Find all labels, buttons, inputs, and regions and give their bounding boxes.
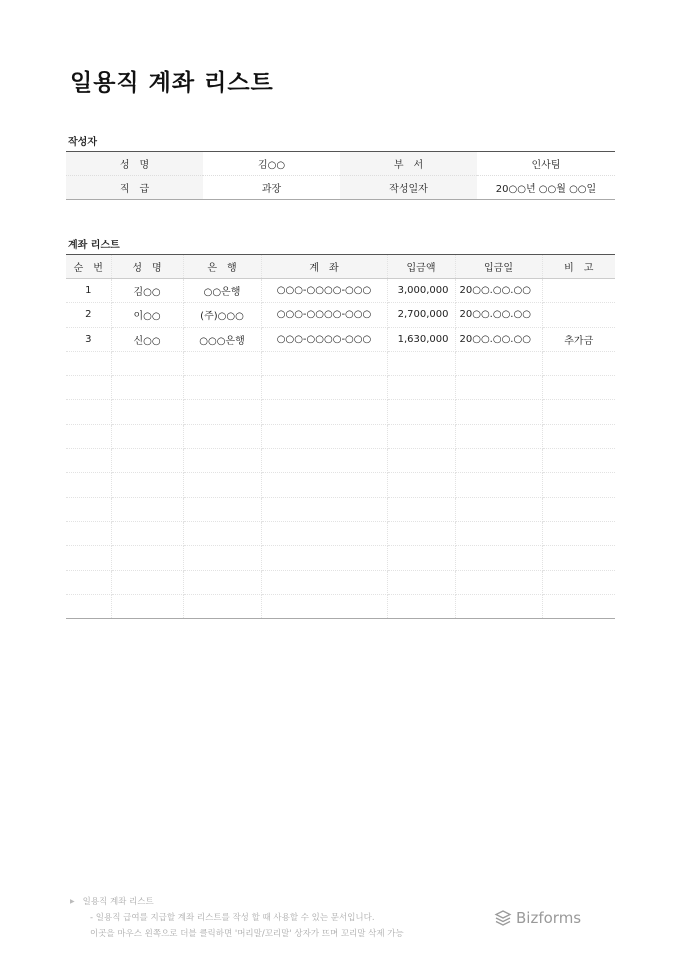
table-cell[interactable] bbox=[111, 594, 183, 618]
table-cell[interactable] bbox=[183, 521, 261, 545]
table-cell[interactable] bbox=[261, 400, 387, 424]
column-header: 입금일 bbox=[455, 255, 542, 279]
table-cell[interactable] bbox=[183, 473, 261, 497]
table-cell[interactable] bbox=[455, 424, 542, 448]
table-cell[interactable]: ○○○은행 bbox=[183, 327, 261, 351]
column-header: 성 명 bbox=[111, 255, 183, 279]
table-cell[interactable]: 20○○.○○.○○ bbox=[455, 279, 542, 303]
account-table bbox=[66, 254, 615, 619]
bullet-triangle-icon: ▶ bbox=[70, 898, 75, 905]
table-cell[interactable] bbox=[183, 497, 261, 521]
logo-text: Bizforms bbox=[516, 909, 582, 927]
table-cell[interactable]: ○○○-○○○○-○○○ bbox=[261, 327, 387, 351]
table-cell[interactable] bbox=[111, 521, 183, 545]
table-cell[interactable] bbox=[66, 570, 111, 594]
footer-title: 일용직 계좌 리스트 bbox=[82, 897, 154, 907]
table-cell[interactable] bbox=[261, 351, 387, 375]
table-cell[interactable] bbox=[111, 473, 183, 497]
table-cell[interactable]: 20○○.○○.○○ bbox=[455, 303, 542, 327]
table-cell[interactable] bbox=[183, 570, 261, 594]
table-cell[interactable] bbox=[66, 594, 111, 618]
name-label: 성 명 bbox=[66, 152, 203, 176]
table-cell[interactable] bbox=[455, 400, 542, 424]
table-cell[interactable] bbox=[111, 351, 183, 375]
table-cell[interactable] bbox=[111, 497, 183, 521]
table-cell[interactable] bbox=[66, 497, 111, 521]
column-header: 계 좌 bbox=[261, 255, 387, 279]
table-cell[interactable] bbox=[455, 594, 542, 618]
table-cell[interactable] bbox=[66, 546, 111, 570]
table-cell[interactable] bbox=[387, 376, 455, 400]
table-cell[interactable]: 20○○.○○.○○ bbox=[455, 327, 542, 351]
table-row bbox=[66, 546, 615, 570]
table-cell[interactable] bbox=[261, 570, 387, 594]
column-header: 비 고 bbox=[542, 255, 615, 279]
table-cell[interactable] bbox=[261, 497, 387, 521]
table-row bbox=[66, 594, 615, 618]
table-cell[interactable] bbox=[387, 497, 455, 521]
table-cell[interactable] bbox=[183, 424, 261, 448]
table-cell[interactable] bbox=[66, 400, 111, 424]
table-cell[interactable] bbox=[111, 376, 183, 400]
bizforms-logo-icon bbox=[494, 909, 512, 927]
table-cell[interactable] bbox=[387, 570, 455, 594]
table-row bbox=[66, 327, 615, 351]
footer-description: - 일용직 급여를 지급할 계좌 리스트를 작성 할 때 사용할 수 있는 문서입니다. bbox=[90, 913, 375, 923]
table-cell[interactable] bbox=[387, 400, 455, 424]
table-cell[interactable] bbox=[261, 424, 387, 448]
table-cell[interactable] bbox=[261, 546, 387, 570]
table-cell[interactable]: ○○은행 bbox=[183, 279, 261, 303]
table-cell[interactable]: 이○○ bbox=[111, 303, 183, 327]
table-cell[interactable] bbox=[455, 546, 542, 570]
table-cell[interactable] bbox=[455, 376, 542, 400]
table-cell[interactable] bbox=[387, 473, 455, 497]
table-cell[interactable] bbox=[66, 351, 111, 375]
table-cell[interactable] bbox=[455, 351, 542, 375]
table-cell[interactable] bbox=[66, 424, 111, 448]
table-cell[interactable] bbox=[183, 449, 261, 473]
date-value[interactable]: 20○○년 ○○월 ○○일 bbox=[477, 176, 615, 200]
table-cell[interactable]: (주)○○○ bbox=[183, 303, 261, 327]
table-cell[interactable] bbox=[455, 449, 542, 473]
table-row bbox=[66, 521, 615, 545]
footer-note[interactable] bbox=[70, 894, 404, 942]
table-cell[interactable] bbox=[387, 521, 455, 545]
table-row bbox=[66, 424, 615, 448]
table-cell[interactable]: 3,000,000 bbox=[387, 279, 455, 303]
table-cell[interactable] bbox=[387, 424, 455, 448]
table-cell[interactable] bbox=[183, 400, 261, 424]
account-section-label: 계좌 리스트 bbox=[68, 240, 120, 251]
table-cell[interactable] bbox=[111, 400, 183, 424]
author-row bbox=[66, 152, 615, 176]
table-cell[interactable]: 3 bbox=[66, 327, 111, 351]
table-cell[interactable]: 1,630,000 bbox=[387, 327, 455, 351]
table-cell[interactable] bbox=[261, 521, 387, 545]
table-cell[interactable]: 2,700,000 bbox=[387, 303, 455, 327]
table-cell[interactable] bbox=[542, 424, 615, 448]
column-header: 입금액 bbox=[387, 255, 455, 279]
bizforms-logo bbox=[494, 909, 581, 927]
table-row bbox=[66, 351, 615, 375]
table-cell[interactable] bbox=[455, 521, 542, 545]
author-row bbox=[66, 176, 615, 200]
table-cell[interactable]: ○○○-○○○○-○○○ bbox=[261, 279, 387, 303]
table-cell[interactable] bbox=[542, 570, 615, 594]
table-cell[interactable] bbox=[111, 424, 183, 448]
table-cell[interactable] bbox=[542, 497, 615, 521]
table-cell[interactable] bbox=[542, 594, 615, 618]
table-cell[interactable] bbox=[455, 497, 542, 521]
table-cell[interactable] bbox=[183, 351, 261, 375]
dept-label: 부 서 bbox=[340, 152, 477, 176]
page-title: 일용직 계좌 리스트 bbox=[70, 70, 274, 96]
footer-hint: 이곳을 마우스 왼쪽으로 더블 클릭하면 '머리말/꼬리말' 상자가 뜨며 꼬리말 삭제 가능 bbox=[90, 929, 404, 939]
rank-value[interactable]: 과장 bbox=[203, 176, 340, 200]
table-cell[interactable] bbox=[387, 449, 455, 473]
table-cell[interactable] bbox=[183, 594, 261, 618]
table-cell[interactable] bbox=[66, 473, 111, 497]
table-cell[interactable]: 2 bbox=[66, 303, 111, 327]
table-row bbox=[66, 570, 615, 594]
table-row bbox=[66, 376, 615, 400]
table-cell[interactable] bbox=[183, 546, 261, 570]
table-cell[interactable] bbox=[455, 570, 542, 594]
table-cell[interactable] bbox=[183, 376, 261, 400]
table-cell[interactable]: 추가금 bbox=[542, 327, 615, 351]
table-cell[interactable] bbox=[542, 303, 615, 327]
account-header-row bbox=[66, 255, 615, 279]
table-cell[interactable] bbox=[261, 473, 387, 497]
table-cell[interactable]: 1 bbox=[66, 279, 111, 303]
table-cell[interactable] bbox=[261, 594, 387, 618]
table-cell[interactable] bbox=[66, 521, 111, 545]
table-cell[interactable] bbox=[542, 473, 615, 497]
table-cell[interactable] bbox=[542, 449, 615, 473]
table-cell[interactable] bbox=[387, 594, 455, 618]
table-cell[interactable] bbox=[542, 521, 615, 545]
author-section-label: 작성자 bbox=[68, 137, 97, 148]
column-header: 은 행 bbox=[183, 255, 261, 279]
table-cell[interactable]: ○○○-○○○○-○○○ bbox=[261, 303, 387, 327]
table-row bbox=[66, 279, 615, 303]
table-cell[interactable] bbox=[111, 570, 183, 594]
date-label: 작성일자 bbox=[340, 176, 477, 200]
table-cell[interactable] bbox=[66, 449, 111, 473]
table-cell[interactable] bbox=[542, 546, 615, 570]
table-cell[interactable] bbox=[542, 279, 615, 303]
dept-value[interactable]: 인사팀 bbox=[477, 152, 615, 176]
table-row bbox=[66, 449, 615, 473]
table-cell[interactable] bbox=[261, 449, 387, 473]
table-cell[interactable] bbox=[111, 449, 183, 473]
table-row bbox=[66, 473, 615, 497]
table-cell[interactable] bbox=[542, 376, 615, 400]
table-cell[interactable] bbox=[111, 546, 183, 570]
table-cell[interactable] bbox=[455, 473, 542, 497]
table-cell[interactable]: 신○○ bbox=[111, 327, 183, 351]
table-cell[interactable] bbox=[261, 376, 387, 400]
name-value[interactable]: 김○○ bbox=[203, 152, 340, 176]
author-table bbox=[66, 151, 615, 200]
table-row bbox=[66, 400, 615, 424]
column-header: 순 번 bbox=[66, 255, 111, 279]
table-cell[interactable] bbox=[387, 546, 455, 570]
table-cell[interactable] bbox=[542, 351, 615, 375]
table-cell[interactable] bbox=[542, 400, 615, 424]
table-cell[interactable] bbox=[387, 351, 455, 375]
table-cell[interactable] bbox=[66, 376, 111, 400]
table-row bbox=[66, 497, 615, 521]
table-cell[interactable]: 김○○ bbox=[111, 279, 183, 303]
rank-label: 직 급 bbox=[66, 176, 203, 200]
table-row bbox=[66, 303, 615, 327]
